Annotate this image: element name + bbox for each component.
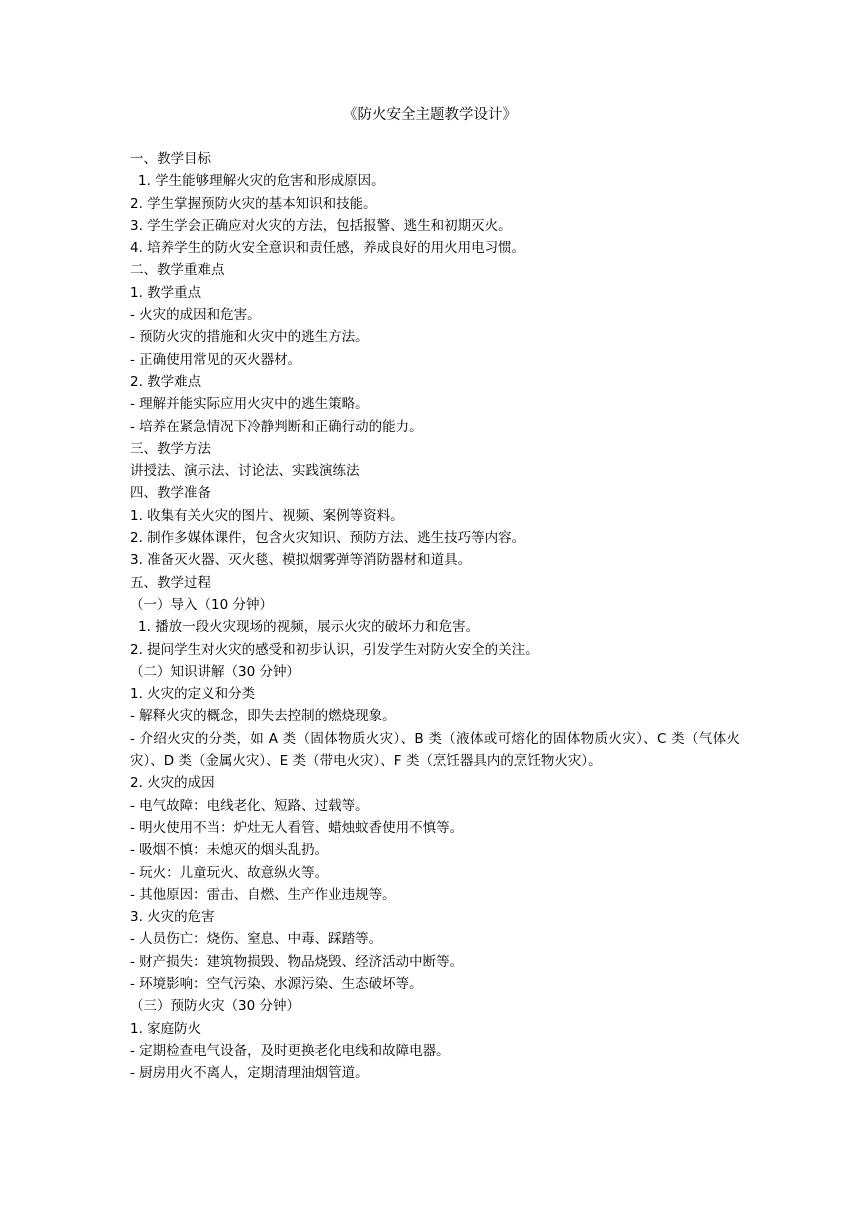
text-line: - 电气故障：电线老化、短路、过载等。 (130, 797, 369, 814)
text-line: - 火灾的成因和危害。 (130, 307, 261, 324)
text-line: 2. 教学难点 (130, 373, 202, 390)
document-body (130, 148, 740, 1084)
text-line: 3. 准备灭火器、灭火毯、模拟烟雾弹等消防器材和道具。 (130, 552, 472, 569)
text-line: - 厨房用火不离人，定期清理油烟管道。 (130, 1065, 369, 1082)
text-line: 3. 学生学会正确应对火灾的方法，包括报警、逃生和初期灭火。 (130, 217, 512, 234)
text-line: 1. 播放一段火灾现场的视频，展示火灾的破坏力和危害。 (138, 619, 480, 636)
text-line: - 解释火灾的概念，即失去控制的燃烧现象。 (130, 708, 396, 725)
text-line: 一、教学目标 (130, 151, 211, 167)
text-line: 五、教学过程 (130, 574, 211, 591)
text-line: （二）知识讲解（30 分钟） (130, 663, 300, 680)
text-line: 2. 学生掌握预防火灾的基本知识和技能。 (130, 195, 377, 212)
text-line: - 理解并能实际应用火灾中的逃生策略。 (130, 396, 369, 413)
text-line: 2. 火灾的成因 (130, 775, 215, 792)
page-title: 《防火安全主题教学设计》 (343, 107, 517, 123)
text-line: 二、教学重难点 (130, 262, 225, 279)
text-line: 1. 家庭防火 (130, 1020, 202, 1037)
text-line: - 明火使用不当：炉灶无人看管、蜡烛蚊香使用不慎等。 (130, 819, 464, 836)
text-line: 四、教学准备 (130, 485, 211, 502)
text-line: - 吸烟不慎：未熄灭的烟头乱扔。 (130, 842, 329, 859)
text-line: 1. 火灾的定义和分类 (130, 686, 256, 703)
text-line: - 正确使用常见的灭火器材。 (130, 351, 302, 368)
text-line: - 财产损失：建筑物损毁、物品烧毁、经济活动中断等。 (130, 953, 464, 970)
text-line: 2. 提问学生对火灾的感受和初步认识，引发学生对防火安全的关注。 (130, 641, 539, 658)
text-line: （一）导入（10 分钟） (130, 596, 273, 613)
text-line: 1. 学生能够理解火灾的危害和形成原因。 (138, 173, 385, 190)
text-line: - 介绍火灾的分类，如 A 类（固体物质火灾）、B 类（液体或可熔化的固体物质火灾）、C 类（气体火灾）、D 类（金属火灾）、E 类（带电火灾）、F 类（烹饪器具内的烹饪物火灾）。 (130, 730, 740, 770)
text-line: 1. 收集有关火灾的图片、视频、案例等资料。 (130, 507, 404, 524)
text-line: 3. 火灾的危害 (130, 909, 215, 926)
text-line: - 其他原因：雷击、自燃、生产作业违规等。 (130, 886, 396, 903)
text-line: - 培养在紧急情况下冷静判断和正确行动的能力。 (130, 418, 423, 435)
text-line: 三、教学方法 (130, 440, 211, 457)
text-line: - 人员伤亡：烧伤、窒息、中毒、踩踏等。 (130, 931, 383, 948)
text-line: - 预防火灾的措施和火灾中的逃生方法。 (130, 329, 369, 346)
text-line: - 环境影响：空气污染、水源污染、生态破坏等。 (130, 975, 423, 992)
text-line: - 玩火：儿童玩火、故意纵火等。 (130, 864, 329, 881)
text-line: （三）预防火灾（30 分钟） (130, 998, 300, 1015)
text-line: 1. 教学重点 (130, 284, 202, 301)
text-line: - 定期检查电气设备，及时更换老化电线和故障电器。 (130, 1042, 450, 1059)
text-line: 2. 制作多媒体课件，包含火灾知识、预防方法、逃生技巧等内容。 (130, 530, 526, 547)
text-line: 讲授法、演示法、讨论法、实践演练法 (130, 463, 360, 480)
text-line: 4. 培养学生的防火安全意识和责任感，养成良好的用火用电习惯。 (130, 240, 526, 257)
